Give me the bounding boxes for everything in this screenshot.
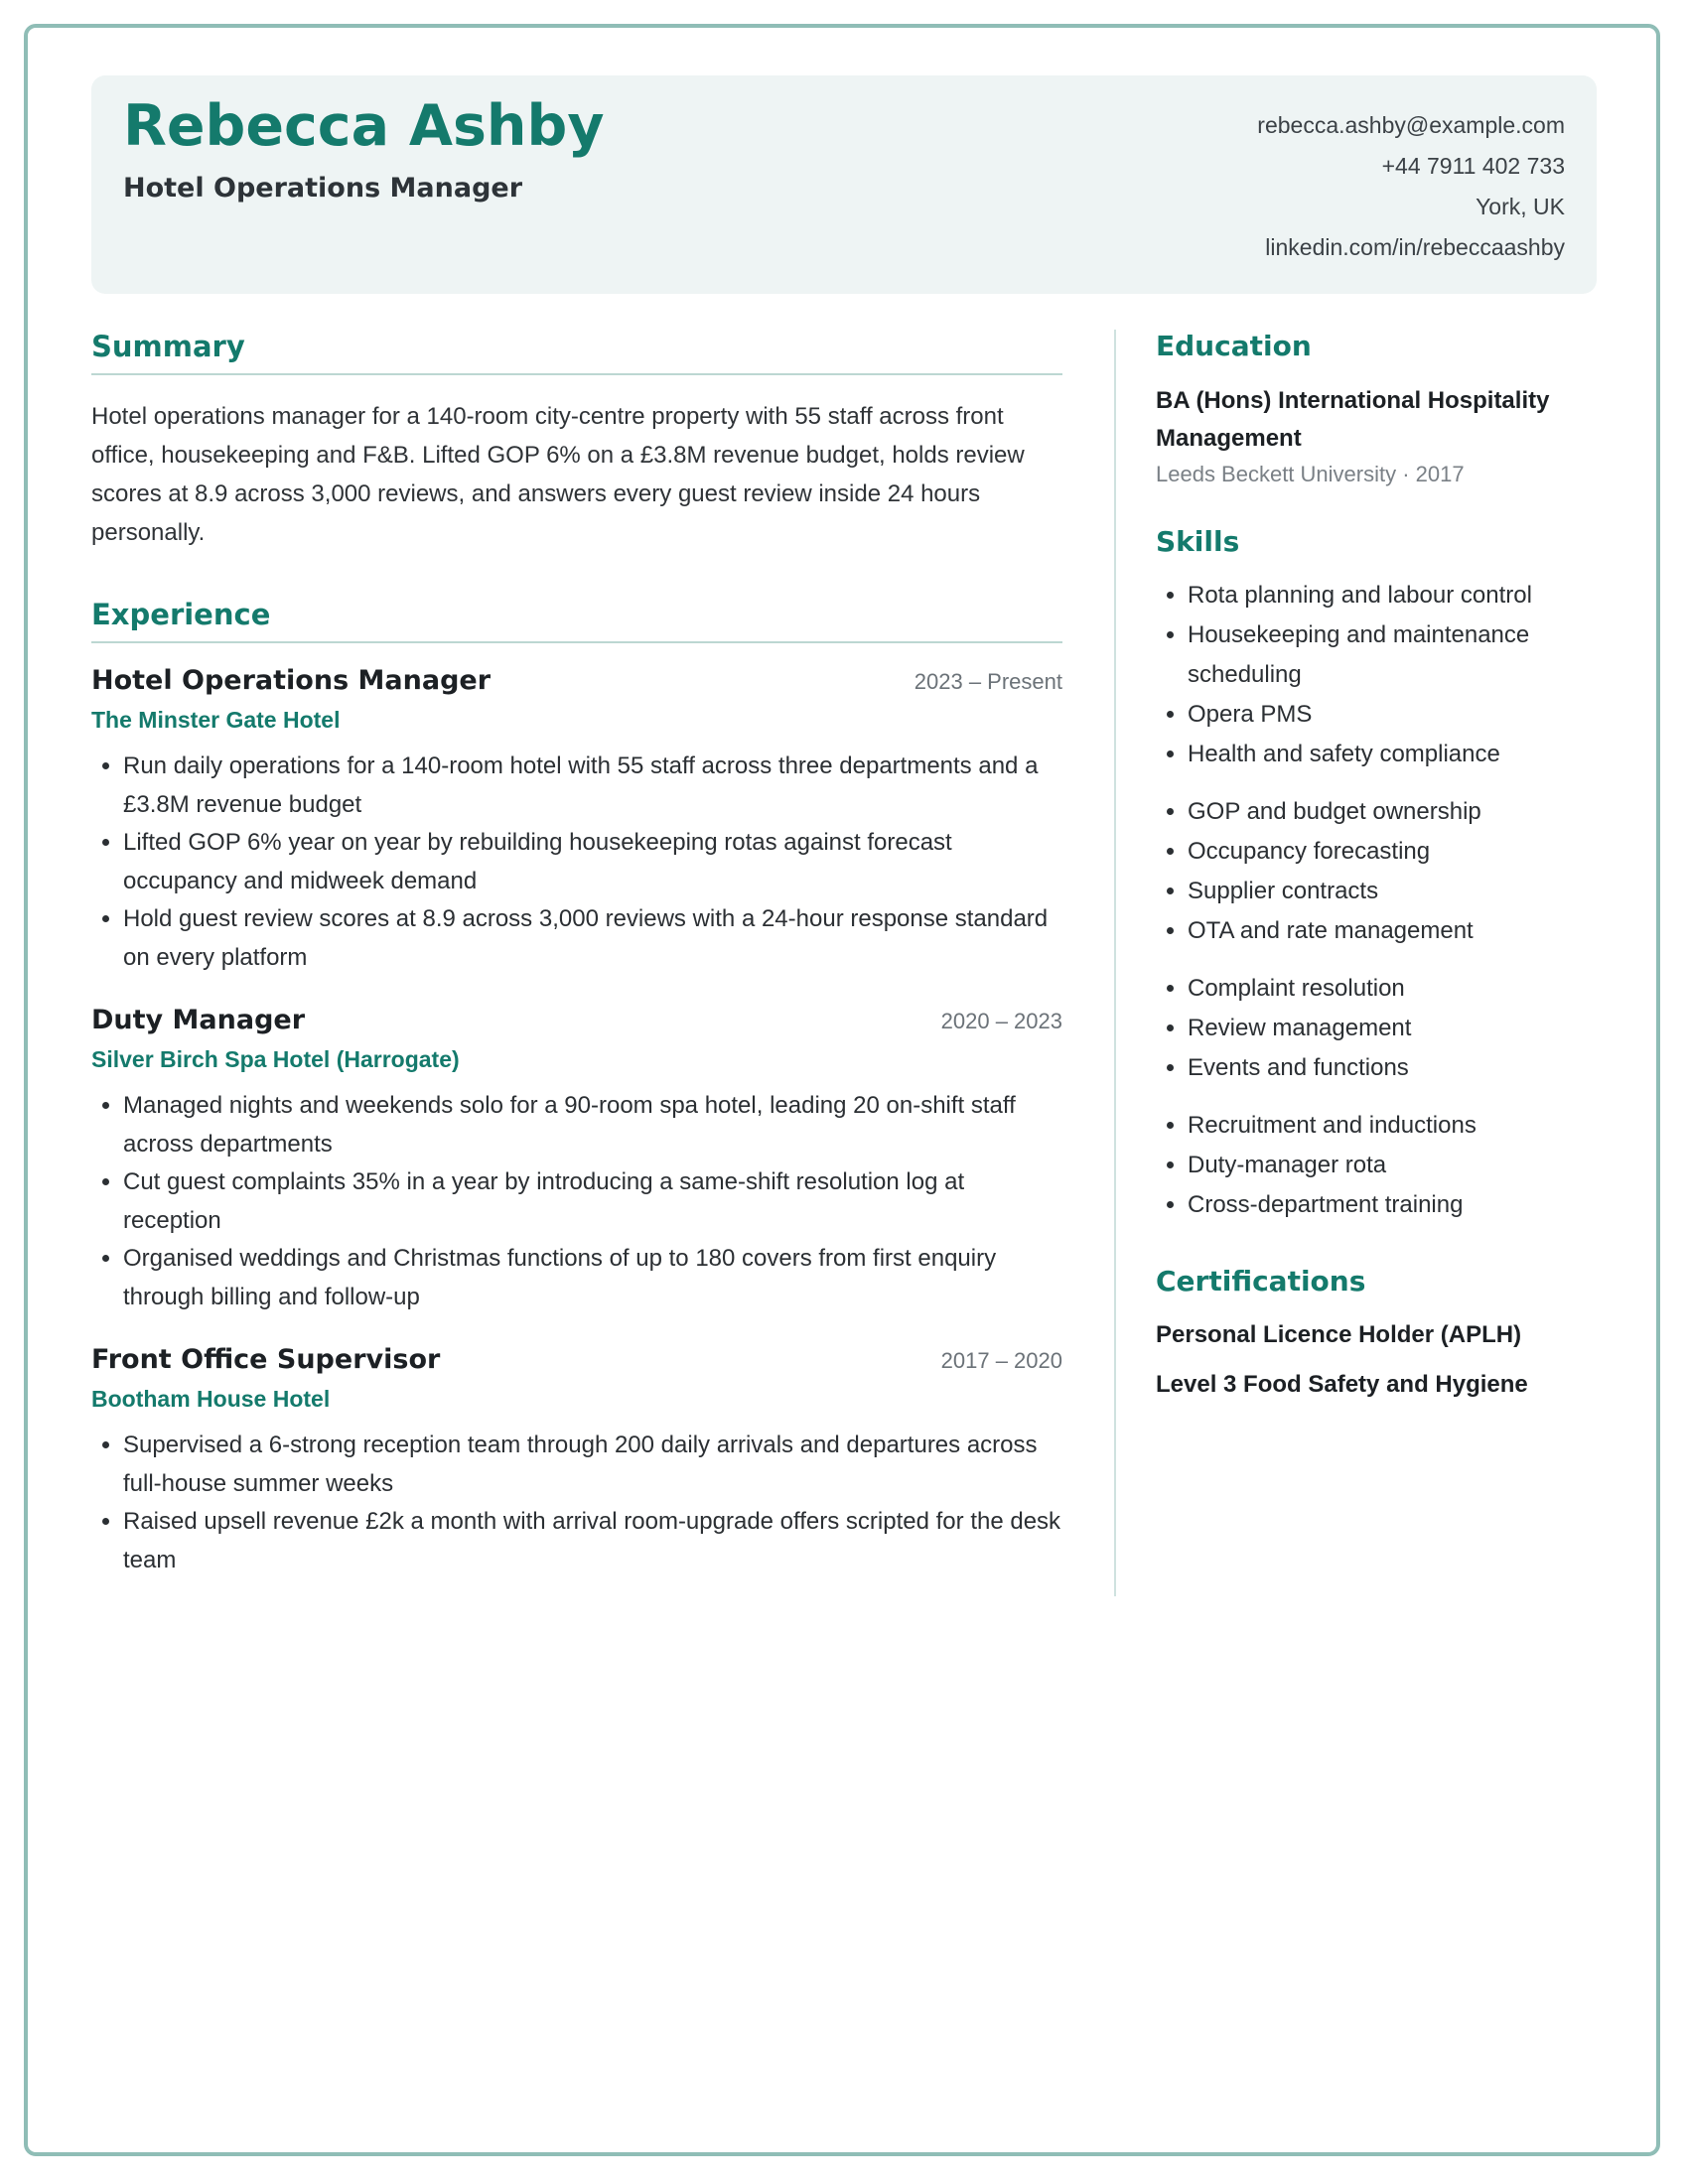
job-bullet: • Managed nights and weekends solo for a 90-room spa hotel, leading 20 on-shift staff across departments <box>123 1087 1062 1163</box>
job-bullet: • Lifted GOP 6% year on year by rebuilding housekeeping rotas against forecast occupancy and midweek demand <box>123 824 1062 900</box>
education-heading: Education <box>1156 330 1312 362</box>
job-bullet: • Run daily operations for a 140-room hotel with 55 staff across three departments and a £3.8M revenue budget <box>123 748 1062 824</box>
job-company: Bootham House Hotel <box>91 1386 331 1412</box>
job-dates: 2023 – Present <box>914 669 1062 694</box>
candidate-name: Rebecca Ashby <box>123 93 605 159</box>
job-bullet: • Hold guest review scores at 8.9 across 3,000 reviews with a 24-hour response standard on every platform <box>123 900 1062 977</box>
skill-item: • GOP and budget ownership <box>1188 792 1597 832</box>
summary-section <box>91 330 1062 552</box>
skill-item: • Health and safety compliance <box>1188 735 1597 774</box>
skills-heading: Skills <box>1156 525 1240 558</box>
job-title: Front Office Supervisor <box>91 1344 441 1375</box>
certification-item: Level 3 Food Safety and Hygiene <box>1156 1371 1528 1398</box>
education-meta: Leeds Beckett University · 2017 <box>1156 462 1465 486</box>
skills-group <box>1156 792 1597 951</box>
summary-heading: Summary <box>91 330 1062 375</box>
job-bullet: • Raised upsell revenue £2k a month with arrival room-upgrade offers scripted for the desk team <box>123 1503 1062 1579</box>
job-bullets <box>91 1427 1062 1579</box>
skills-group <box>1156 576 1597 774</box>
education-degree: BA (Hons) International Hospitality Management <box>1156 387 1550 452</box>
skill-item: • Rota planning and labour control <box>1188 576 1597 615</box>
job-bullet: • Organised weddings and Christmas functions of up to 180 covers from first enquiry through billing and follow-up <box>123 1240 1062 1316</box>
contact-linkedin[interactable]: linkedin.com/in/rebeccaashby <box>1265 234 1565 260</box>
job-bullet: • Cut guest complaints 35% in a year by introducing a same-shift resolution log at reception <box>123 1163 1062 1240</box>
skill-item: • Events and functions <box>1188 1048 1597 1088</box>
job-bullet: • Supervised a 6-strong reception team through 200 daily arrivals and departures across full-house summer weeks <box>123 1427 1062 1503</box>
contact-block <box>1257 105 1565 268</box>
job-dates: 2020 – 2023 <box>940 1009 1062 1033</box>
job-title: Duty Manager <box>91 1005 306 1035</box>
certifications-section <box>1156 1265 1597 1399</box>
skill-item: • Recruitment and inductions <box>1188 1106 1597 1146</box>
contact-phone: +44 7911 402 733 <box>1381 153 1565 179</box>
job-title: Hotel Operations Manager <box>91 665 492 696</box>
main-column <box>91 330 1062 1579</box>
skills-group <box>1156 1106 1597 1225</box>
skill-item: • Duty-manager rota <box>1188 1146 1597 1185</box>
skill-item: • Occupancy forecasting <box>1188 832 1597 872</box>
skill-item: • OTA and rate management <box>1188 911 1597 951</box>
experience-heading: Experience <box>91 598 1062 643</box>
job-company: Silver Birch Spa Hotel (Harrogate) <box>91 1046 460 1072</box>
skill-item: • Opera PMS <box>1188 695 1597 735</box>
contact-location: York, UK <box>1476 194 1565 219</box>
job-entry <box>91 1344 1062 1579</box>
skill-item: • Complaint resolution <box>1188 969 1597 1009</box>
job-company: The Minster Gate Hotel <box>91 707 341 733</box>
skill-item: • Supplier contracts <box>1188 872 1597 911</box>
job-bullets <box>91 1087 1062 1316</box>
job-entry <box>91 665 1062 977</box>
job-dates: 2017 – 2020 <box>940 1348 1062 1373</box>
contact-email[interactable]: rebecca.ashby@example.com <box>1257 112 1565 138</box>
skill-item: • Housekeeping and maintenance scheduling <box>1188 615 1597 695</box>
skills-group <box>1156 969 1597 1088</box>
skill-item: • Cross-department training <box>1188 1185 1597 1225</box>
education-section <box>1156 330 1597 487</box>
skills-section <box>1156 525 1597 1225</box>
skill-item: • Review management <box>1188 1009 1597 1048</box>
job-entry <box>91 1005 1062 1316</box>
resume-header <box>91 75 1597 294</box>
certification-item: Personal Licence Holder (APLH) <box>1156 1321 1522 1348</box>
sidebar-column <box>1156 330 1597 1399</box>
summary-text: Hotel operations manager for a 140-room city-centre property with 55 staff across front office, housekeeping and F&B. Lifted GOP 6% on a £3.8M revenue budget, holds review scores at 8.9 across 3,000 reviews, and answers every guest review inside 24 hours personally. <box>91 403 1025 546</box>
candidate-headline: Hotel Operations Manager <box>123 173 523 204</box>
column-divider <box>1114 330 1116 1596</box>
certifications-heading: Certifications <box>1156 1265 1366 1297</box>
experience-section <box>91 598 1062 1579</box>
job-bullets <box>91 748 1062 977</box>
